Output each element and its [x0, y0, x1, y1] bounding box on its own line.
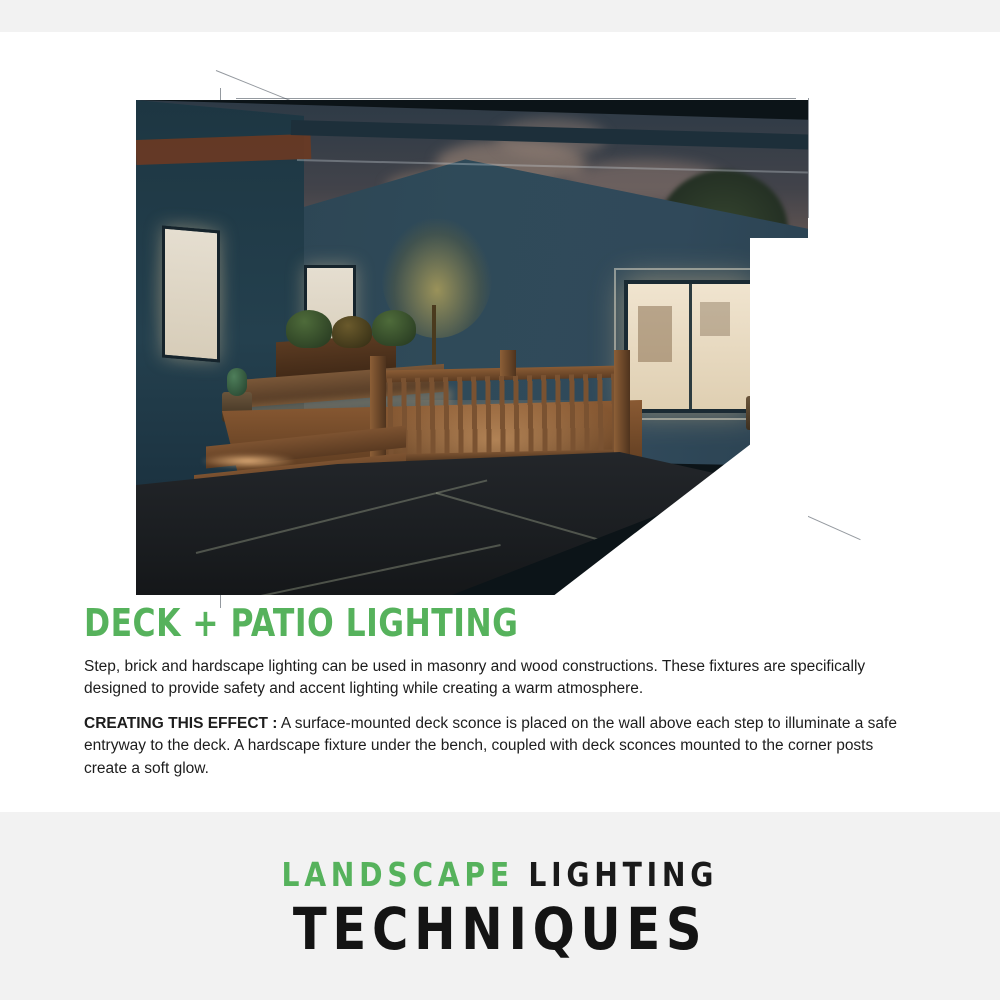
guide-line [236, 98, 796, 99]
text-block [84, 601, 914, 792]
shrub [286, 310, 332, 348]
deck-post [500, 350, 516, 376]
footer-branding [0, 812, 1000, 1000]
interior-furniture [638, 306, 672, 362]
body-paragraph: Step, brick and hardscape lighting can be used in masonry and wood constructions. These fixtures are specifically designed to provide safety and accent lighting while creating a warm atmosphere. [84, 658, 866, 698]
door-mullion [689, 284, 692, 409]
cactus-plant [227, 368, 247, 396]
content-card [0, 32, 1000, 812]
interior-artwork [700, 302, 730, 336]
footer-word-landscape: LANDSCAPE [281, 854, 515, 894]
effect-label: CREATING THIS EFFECT : [84, 714, 278, 732]
scene-frame [136, 100, 808, 595]
deck-railing-balusters [373, 373, 625, 460]
footer-word-lighting: LIGHTING [528, 854, 719, 894]
effect-text: A surface-mounted deck sconce is placed on the wall above each step to illuminate a safe entryway to the deck. A hardscape fixture under the bench, coupled with deck sconces mounted to the corner posts create a soft glow. [84, 714, 897, 777]
page-title: DECK + PATIO LIGHTING [84, 601, 519, 645]
glass-patio-door [624, 280, 754, 413]
shrub [332, 316, 372, 348]
window [162, 225, 220, 362]
guide-line [808, 98, 809, 218]
shrub [372, 310, 416, 346]
footer-line-one [282, 855, 719, 894]
footer-word-techniques: TECHNIQUES [292, 894, 708, 963]
effect-paragraph [84, 713, 914, 780]
palm-stem [432, 305, 436, 365]
illustration-deck-patio [136, 70, 866, 600]
